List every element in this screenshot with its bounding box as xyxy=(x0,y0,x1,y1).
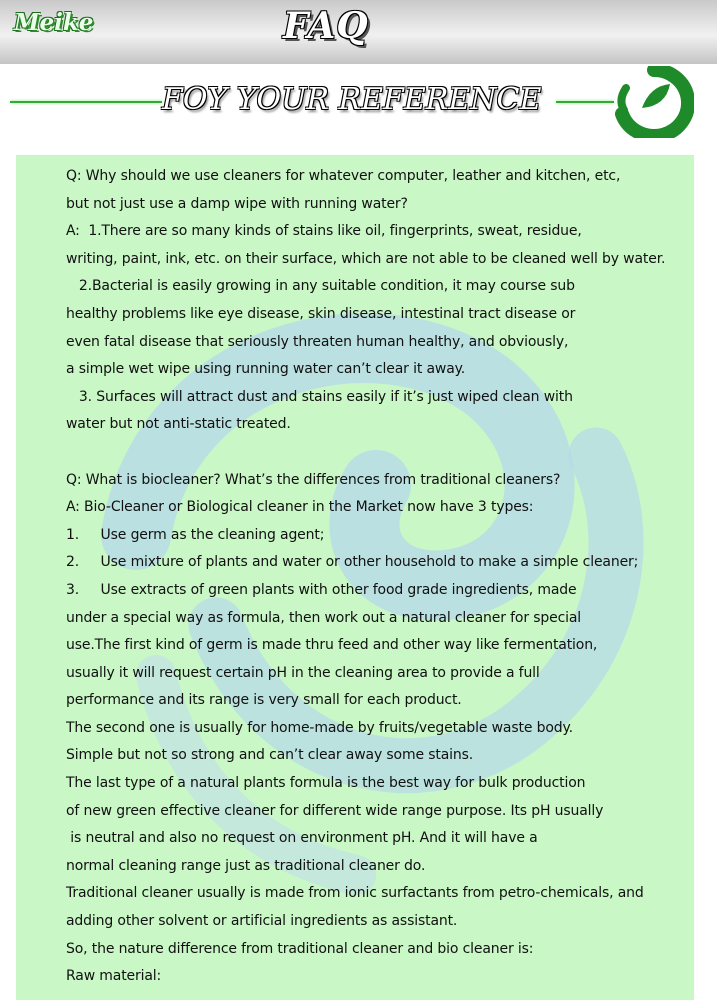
faq-line: Raw material: xyxy=(66,968,162,985)
brand-logo-text: Meike xyxy=(14,9,94,36)
page-title: FAQ xyxy=(283,5,369,47)
faq-line: usually it will request certain pH in the cleaning area to provide a full xyxy=(66,664,540,681)
faq-line: Simple but not so strong and can’t clear away some stains. xyxy=(66,747,474,764)
faq-line: Q: Why should we use cleaners for whatever computer, leather and kitchen, etc, xyxy=(66,168,621,184)
faq-line: A: 1.There are so many kinds of stains like oil, fingerprints, sweat, residue, xyxy=(66,223,582,240)
faq-line: writing, paint, ink, etc. on their surface, which are not able to be cleaned well by water. xyxy=(66,250,666,267)
faq-line: Q: What is biocleaner? What’s the differences from traditional cleaners? xyxy=(66,471,561,488)
faq-line: The second one is usually for home-made by fruits/vegetable waste body. xyxy=(66,719,573,736)
faq-line: use.The first kind of germ is made thru feed and other way like fermentation, xyxy=(66,637,598,654)
faq-line: is neutral and also no request on environment pH. And it will have a xyxy=(66,830,538,847)
faq-line: a simple wet wipe using running water can’t clear it away. xyxy=(66,361,466,378)
faq-line: of new green effective cleaner for different wide range purpose. Its pH usually xyxy=(66,802,604,819)
divider-line-right xyxy=(556,101,614,103)
faq-line: even fatal disease that seriously threaten human healthy, and obviously, xyxy=(66,333,569,350)
faq-line: 2. Use mixture of plants and water or other household to make a simple cleaner; xyxy=(66,554,639,571)
faq-line: 2.Bacterial is easily growing in any suitable condition, it may course sub xyxy=(66,278,575,295)
header-bar xyxy=(0,0,717,64)
faq-line: under a special way as formula, then work out a natural cleaner for special xyxy=(66,609,582,626)
faq-line: A: Bio-Cleaner or Biological cleaner in the Market now have 3 types: xyxy=(66,499,534,516)
faq-line: normal cleaning range just as traditional cleaner do. xyxy=(66,857,426,874)
divider-line-left xyxy=(10,101,162,103)
paragraph-gap xyxy=(66,439,691,467)
faq-line: So, the nature difference from traditional cleaner and bio cleaner is: xyxy=(66,940,534,957)
faq-line: The last type of a natural plants formula is the best way for bulk production xyxy=(66,775,586,792)
faq-line: adding other solvent or artificial ingredients as assistant. xyxy=(66,913,458,930)
leaf-logo-icon xyxy=(614,66,694,138)
faq-line: Traditional cleaner usually is made from ionic surfactants from petro-chemicals, and xyxy=(66,885,644,902)
faq-line: 3. Use extracts of green plants with other food grade ingredients, made xyxy=(66,581,577,598)
faq-line: performance and its range is very small for each product. xyxy=(66,692,462,709)
faq-line: but not just use a damp wipe with running water? xyxy=(66,195,408,212)
faq-line: water but not anti-static treated. xyxy=(66,416,291,433)
faq-line: healthy problems like eye disease, skin disease, intestinal tract disease or xyxy=(66,305,576,322)
faq-panel xyxy=(16,155,694,1000)
faq-content xyxy=(66,163,691,991)
faq-line: 1. Use germ as the cleaning agent; xyxy=(66,526,325,543)
faq-line: 3. Surfaces will attract dust and stains easily if it’s just wiped clean with xyxy=(66,388,573,405)
section-title: FOY YOUR REFERENCE xyxy=(162,82,542,117)
